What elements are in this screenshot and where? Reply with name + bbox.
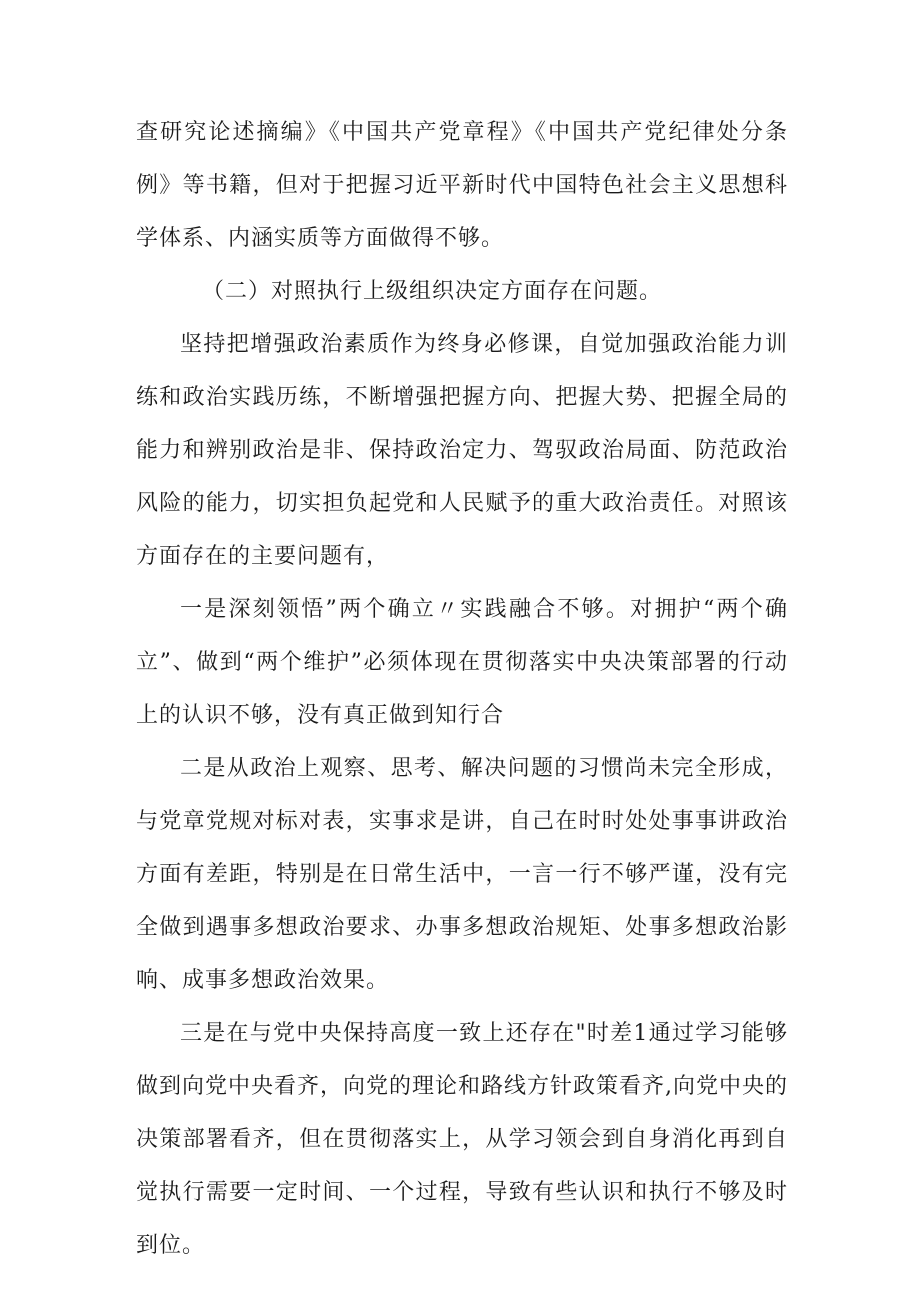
paragraph-issue-two: 二是从政治上观察、思考、解决问题的习惯尚未完全形成，与党章党规对标对表，实事求是讲，自己在时时处处事事讲政治方面有差距，特别是在日常生活中，一言一行不够严谨，没有完全做到遇事多想政治要求、办事多想政治规矩、处事多想政治影响、成事多想政治效果。 xyxy=(136,756,788,993)
section-heading: （二）对照执行上级组织决定方面存在问题。 xyxy=(202,279,663,304)
paragraph-intro: 坚持把增强政治素质作为终身必修课，自觉加强政治能力训练和政治实践历练，不断增强把握方向、把握大势、把握全局的能力和辨别政治是非、保持政治定力、驾驭政治局面、防范政治风险的能力，切实担负起党和人民赋予的重大政治责任。对照该方面存在的主要问题有， xyxy=(136,332,788,569)
paragraph-issue-one: 一是深刻领悟”两个确立〃实践融合不够。对拥护“两个确立”、做到“两个维护”必须体现在贯彻落实中央决策部署的行动上的认识不够，没有真正做到知行合 xyxy=(136,597,788,728)
document-body xyxy=(136,106,788,1272)
paragraph-continuation: 查研究论述摘编》《中国共产党章程》《中国共产党纪律处分条例》等书籍，但对于把握习近平新时代中国特色社会主义思想科学体系、内涵实质等方面做得不够。 xyxy=(136,120,788,251)
paragraph-issue-three: 三是在与党中央保持高度一致上还存在"时差1通过学习能够做到向党中央看齐，向党的理论和路线方针政策看齐,向党中央的决策部署看齐，但在贯彻落实上，从学习领会到自身消化再到自觉执行需要一定时间、一个过程，导致有些认识和执行不够及时到位。 xyxy=(136,1021,788,1258)
